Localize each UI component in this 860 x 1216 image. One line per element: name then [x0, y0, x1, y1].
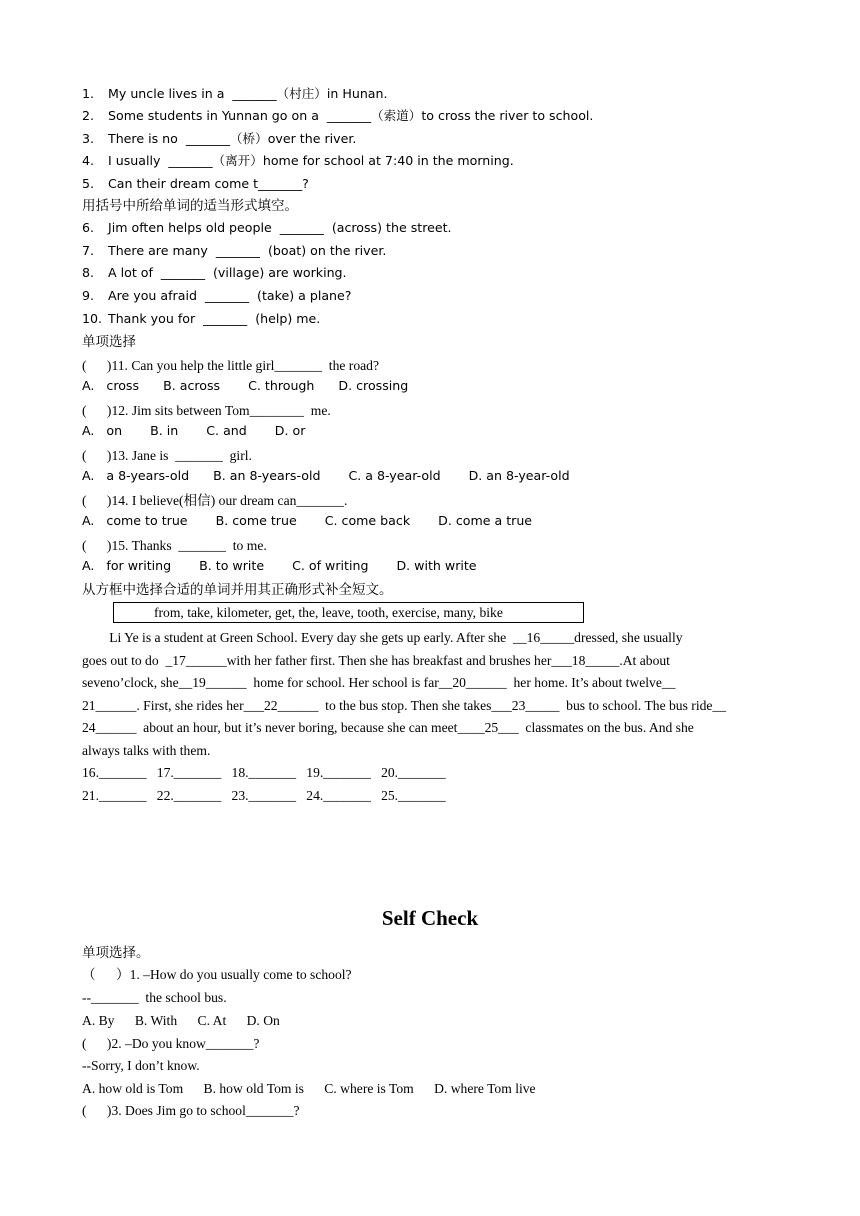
- question-15-options: A. for writing B. to write C. of writing D. with write: [82, 558, 477, 573]
- item-number: 7.: [82, 243, 95, 258]
- item-number: 5.: [82, 176, 95, 191]
- item-text: Can their dream come t_______?: [108, 176, 309, 191]
- question-14-stem: ( )14. I believe(相信) our dream can_______.: [82, 493, 348, 508]
- part3-instruction: 单项选择: [82, 334, 136, 350]
- question-3: [82, 130, 356, 148]
- question-11-stem: ( )11. Can you help the little girl_______ the road?: [82, 358, 379, 373]
- question-15-stem: ( )15. Thanks _______ to me.: [82, 538, 267, 553]
- self-check-line: ( )2. –Do you know_______?: [82, 1036, 260, 1051]
- item-text: Are you afraid _______ (take) a plane?: [108, 288, 352, 303]
- part2-instruction: 用括号中所给单词的适当形式填空。: [82, 198, 298, 214]
- item-text: A lot of _______ (village) are working.: [108, 265, 347, 280]
- item-text: There is no _______（桥）over the river.: [108, 131, 357, 146]
- question-5: [82, 175, 309, 193]
- question-14-options: A. come to true B. come true C. come back D. come a true: [82, 513, 533, 528]
- item-number: 2.: [82, 108, 95, 123]
- question-2: [82, 107, 593, 125]
- word-box: from, take, kilometer, get, the, leave, tooth, exercise, many, bike: [113, 602, 584, 623]
- item-text: There are many _______ (boat) on the river.: [108, 243, 387, 258]
- item-text: I usually _______（离开）home for school at 7:40 in the morning.: [108, 153, 514, 168]
- self-check-line: --_______ the school bus.: [82, 990, 227, 1005]
- question-13-stem: ( )13. Jane is _______ girl.: [82, 448, 252, 463]
- passage-line: Li Ye is a student at Green School. Every day she gets up early. After she __16_____dressed, she usually: [82, 630, 683, 645]
- question-12-options: A. on B. in C. and D. or: [82, 423, 306, 438]
- question-6: [82, 219, 452, 237]
- item-text: Jim often helps old people _______ (across) the street.: [108, 220, 452, 235]
- self-check-line: --Sorry, I don’t know.: [82, 1058, 200, 1073]
- self-check-instruction: 单项选择。: [82, 945, 150, 961]
- question-11-options: A. cross B. across C. through D. crossing: [82, 378, 409, 393]
- self-check-line: （ ）1. –How do you usually come to school?: [82, 967, 352, 982]
- question-13-options: A. a 8-years-old B. an 8-years-old C. a 8-year-old D. an 8-year-old: [82, 468, 570, 483]
- question-12-stem: ( )12. Jim sits between Tom________ me.: [82, 403, 331, 418]
- item-number: 1.: [82, 86, 95, 101]
- passage-line: goes out to do _17______with her father first. Then she has breakfast and brushes her___18_____.At about: [82, 653, 670, 668]
- self-check-line: ( )3. Does Jim go to school_______?: [82, 1103, 300, 1118]
- passage-line: always talks with them.: [82, 743, 211, 758]
- self-check-line: A. By B. With C. At D. On: [82, 1013, 280, 1028]
- item-number: 9.: [82, 288, 95, 303]
- item-text: My uncle lives in a _______（村庄）in Hunan.: [108, 86, 388, 101]
- question-1: [82, 85, 388, 103]
- answer-row: 16._______ 17._______ 18._______ 19._______ 20._______: [82, 765, 446, 780]
- question-9: [82, 287, 351, 305]
- answer-row: 21._______ 22._______ 23._______ 24._______ 25._______: [82, 788, 446, 803]
- item-number: 3.: [82, 131, 95, 146]
- item-number: 6.: [82, 220, 95, 235]
- passage-line: 21______. First, she rides her___22______ to the bus stop. Then she takes___23_____ bus to school. The bus ride__: [82, 698, 727, 713]
- item-text: Some students in Yunnan go on a _______（索道）to cross the river to school.: [108, 108, 594, 123]
- question-10: [82, 310, 320, 328]
- item-number: 8.: [82, 265, 95, 280]
- question-4: [82, 152, 514, 170]
- item-number: 4.: [82, 153, 95, 168]
- passage-line: 24______ about an hour, but it’s never boring, because she can meet____25___ classmates on the bus. And she: [82, 720, 694, 735]
- question-8: [82, 264, 347, 282]
- part4-instruction: 从方框中选择合适的单词并用其正确形式补全短文。: [82, 582, 393, 598]
- passage-line: seveno’clock, she__19______ home for school. Her school is far__20______ her home. It’s about twelve__: [82, 675, 676, 690]
- item-text: Thank you for _______ (help) me.: [108, 311, 321, 326]
- question-7: [82, 242, 386, 260]
- self-check-line: A. how old is Tom B. how old Tom is C. where is Tom D. where Tom live: [82, 1081, 536, 1096]
- self-check-title: Self Check: [381, 906, 479, 930]
- item-number: 10.: [82, 311, 103, 326]
